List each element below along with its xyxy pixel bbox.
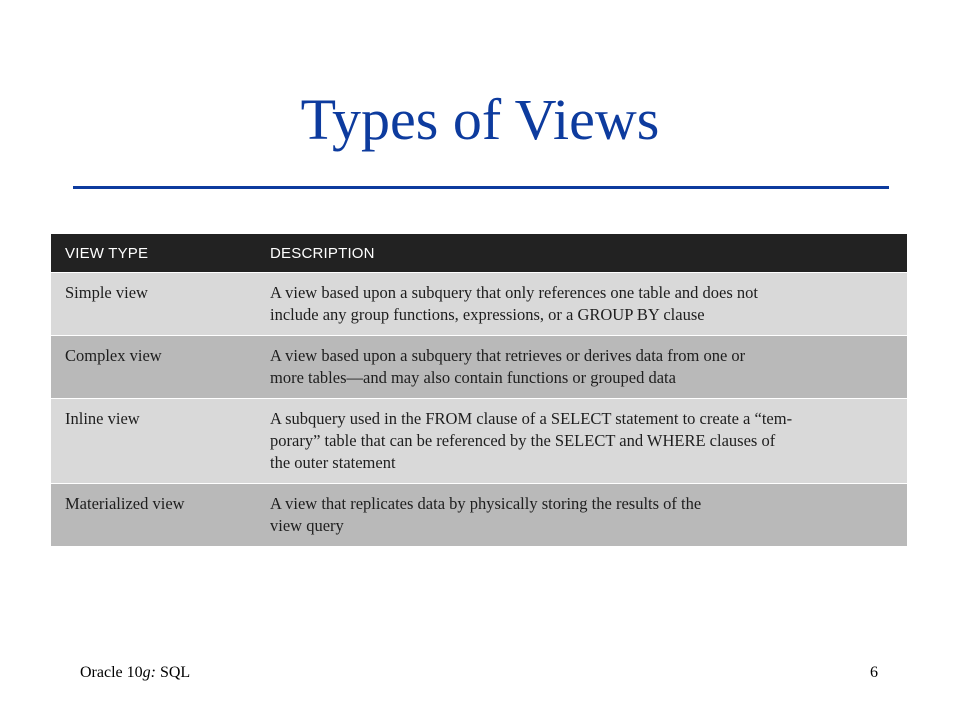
title-divider [73,186,889,189]
footer-italic: g: [142,664,156,681]
view-type-cell: Simple view [51,273,256,336]
footer-suffix: SQL [155,664,191,681]
table-header [51,234,907,273]
description-line: the outer statement [270,453,396,472]
description-line: A view based upon a subquery that only references one table and does not [270,283,758,302]
description-line: include any group functions, expressions, or a GROUP BY clause [270,305,705,324]
description-cell [256,484,907,547]
view-type-cell: Inline view [51,399,256,484]
table-row [51,336,907,399]
description-line: more tables—and may also contain functions or grouped data [270,368,676,387]
header-description: DESCRIPTION [256,234,907,273]
table-row [51,484,907,547]
description-cell [256,273,907,336]
page-number: 6 [870,664,878,681]
description-line: A view based upon a subquery that retrieves or derives data from one or [270,346,746,365]
view-types-table [51,234,907,546]
header-view-type: VIEW TYPE [51,234,256,273]
description-line: A view that replicates data by physically storing the results of the [270,494,702,513]
view-type-cell: Materialized view [51,484,256,547]
description-cell [256,336,907,399]
footer-course-title [80,664,190,682]
description-line: A subquery used in the FROM clause of a SELECT statement to create a “tem- [270,409,793,428]
table-header-row [51,234,907,273]
description-cell [256,399,907,484]
table [51,234,907,546]
footer-prefix: Oracle 10 [80,664,143,681]
description-line: view query [270,516,344,535]
table-row [51,399,907,484]
description-line: porary” table that can be referenced by the SELECT and WHERE clauses of [270,431,776,450]
view-type-cell: Complex view [51,336,256,399]
table-body [51,273,907,547]
slide-title: Types of Views [300,87,660,152]
table-row [51,273,907,336]
